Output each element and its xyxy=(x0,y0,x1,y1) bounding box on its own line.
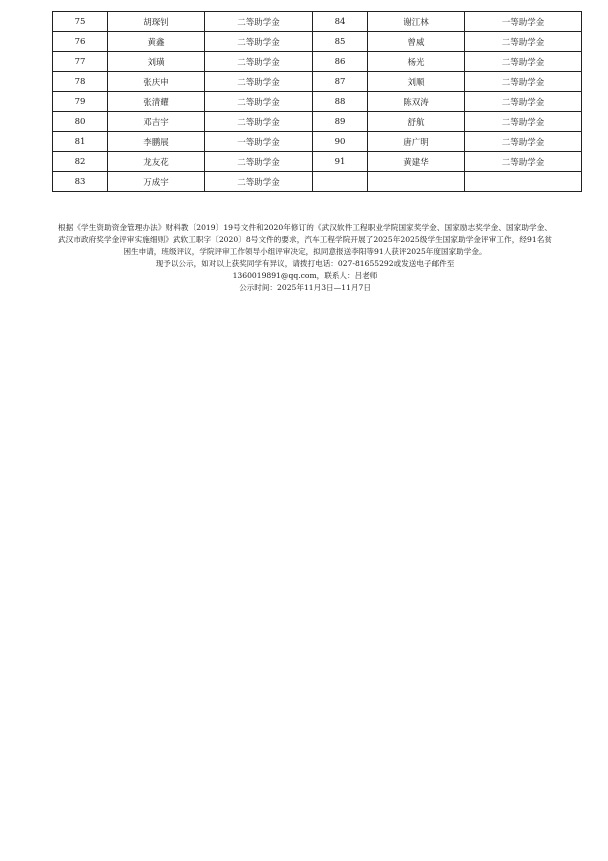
seq-number: 87 xyxy=(313,72,368,92)
student-name: 刘璜 xyxy=(108,52,205,72)
grant-level xyxy=(465,172,582,192)
public-notice xyxy=(58,222,552,294)
table-row xyxy=(53,12,582,32)
student-name: 黄鑫 xyxy=(108,32,205,52)
student-name: 唐广明 xyxy=(368,132,465,152)
grant-level: 二等助学金 xyxy=(205,52,313,72)
grant-level: 二等助学金 xyxy=(465,72,582,92)
student-name: 曾威 xyxy=(368,32,465,52)
grant-level: 二等助学金 xyxy=(465,52,582,72)
table-row xyxy=(53,52,582,72)
table-row xyxy=(53,32,582,52)
table-row xyxy=(53,172,582,192)
notice-body: 根据《学生资助资金管理办法》财科教〔2019〕19号文件和2020年修订的《武汉软件工程职业学院国家奖学金、国家励志奖学金、国家助学金、武汉市政府奖学金评审实施细则》武软工职字〔2020〕8号文件的要求，汽车工程学院开展了2025年2025级学生国家助学金评审工作，经91名贫困生申请，班级评议，学院评审工作领导小组评审决定，拟同意报送李阳等91人获评2025年度国家助学金。 xyxy=(58,223,552,256)
seq-number: 79 xyxy=(53,92,108,112)
table-row xyxy=(53,132,582,152)
seq-number: 91 xyxy=(313,152,368,172)
grant-recipient-table xyxy=(52,11,582,192)
grant-level: 一等助学金 xyxy=(205,132,313,152)
seq-number: 75 xyxy=(53,12,108,32)
table-row xyxy=(53,112,582,132)
student-name: 万成宇 xyxy=(108,172,205,192)
seq-number: 86 xyxy=(313,52,368,72)
student-name: 陈双涛 xyxy=(368,92,465,112)
student-name: 刘顺 xyxy=(368,72,465,92)
student-name: 张庆申 xyxy=(108,72,205,92)
student-name: 黄建华 xyxy=(368,152,465,172)
grant-level: 一等助学金 xyxy=(465,12,582,32)
grant-level: 二等助学金 xyxy=(205,172,313,192)
seq-number: 82 xyxy=(53,152,108,172)
contact-email-line: 1360019891@qq.com，联系人：吕老师 xyxy=(232,271,378,280)
seq-number: 88 xyxy=(313,92,368,112)
seq-number: 90 xyxy=(313,132,368,152)
table-row xyxy=(53,72,582,92)
student-name: 谢江林 xyxy=(368,12,465,32)
seq-number: 85 xyxy=(313,32,368,52)
contact-line: 现予以公示，如对以上获奖同学有异议，请拨打电话：027-81655292或发送电子邮件至 xyxy=(155,259,455,268)
grant-level: 二等助学金 xyxy=(205,12,313,32)
student-name: 李鹏展 xyxy=(108,132,205,152)
table-row xyxy=(53,92,582,112)
grant-level: 二等助学金 xyxy=(205,32,313,52)
student-name: 胡琛钊 xyxy=(108,12,205,32)
grant-level: 二等助学金 xyxy=(465,32,582,52)
table-row xyxy=(53,152,582,172)
grant-level: 二等助学金 xyxy=(205,72,313,92)
grant-level: 二等助学金 xyxy=(465,132,582,152)
grant-level: 二等助学金 xyxy=(465,112,582,132)
table-body xyxy=(53,12,582,192)
seq-number: 84 xyxy=(313,12,368,32)
grant-level: 二等助学金 xyxy=(465,152,582,172)
student-name: 杨光 xyxy=(368,52,465,72)
seq-number: 78 xyxy=(53,72,108,92)
student-name: 龙友花 xyxy=(108,152,205,172)
grant-level: 二等助学金 xyxy=(205,152,313,172)
grant-level: 二等助学金 xyxy=(205,112,313,132)
seq-number: 80 xyxy=(53,112,108,132)
student-name: 邓吉宇 xyxy=(108,112,205,132)
seq-number xyxy=(313,172,368,192)
seq-number: 83 xyxy=(53,172,108,192)
seq-number: 77 xyxy=(53,52,108,72)
student-name: 张清耀 xyxy=(108,92,205,112)
seq-number: 76 xyxy=(53,32,108,52)
student-name xyxy=(368,172,465,192)
notice-period: 公示时间：2025年11月3日—11月7日 xyxy=(239,283,371,292)
grant-level: 二等助学金 xyxy=(465,92,582,112)
seq-number: 81 xyxy=(53,132,108,152)
student-name: 舒航 xyxy=(368,112,465,132)
grant-level: 二等助学金 xyxy=(205,92,313,112)
seq-number: 89 xyxy=(313,112,368,132)
